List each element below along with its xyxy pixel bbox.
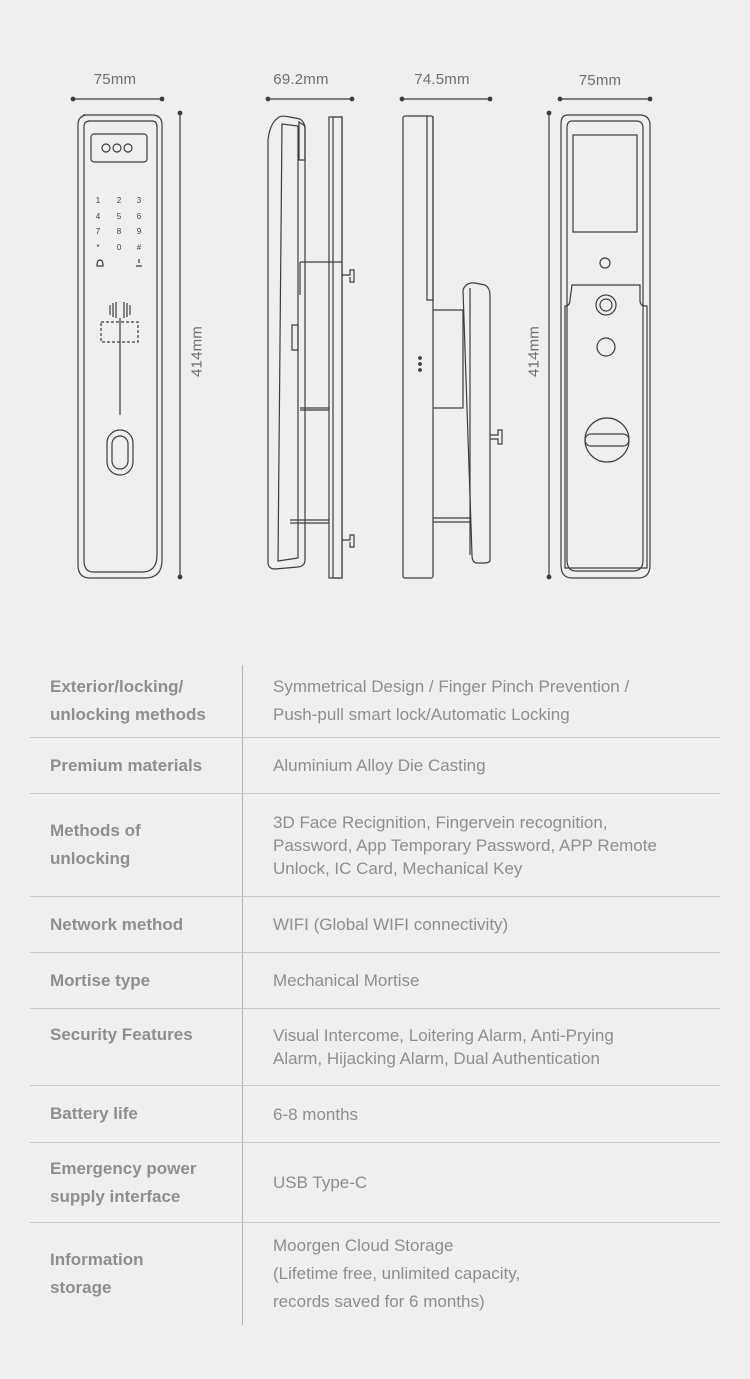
lock-dimension-diagram [0, 0, 750, 620]
front-keypad [96, 196, 142, 252]
side-a-depth-label: 69.2mm [273, 71, 329, 88]
spec-row [30, 665, 720, 738]
back-view [561, 115, 650, 578]
spec-label: Premium materials [30, 738, 243, 793]
back-width-label: 75mm [578, 72, 622, 89]
spec-row [30, 1086, 720, 1143]
spec-value: USB Type-C [273, 1173, 368, 1192]
spec-value: 6-8 months [273, 1104, 359, 1124]
back-height-label: 414mm [525, 325, 543, 378]
spec-row [30, 897, 720, 953]
spec-label: Methods of unlocking [30, 794, 243, 896]
keypad-key: 4 [95, 212, 101, 221]
spec-table [30, 665, 720, 1325]
spec-row [30, 1223, 720, 1325]
spec-value: Aluminium Alloy Die Casting [273, 756, 486, 775]
keypad-key: 0 [116, 243, 122, 252]
front-view [78, 115, 162, 578]
spec-value: Moorgen Cloud Storage (Lifetime free, unlimited capacity, records saved for 6 months) [273, 1236, 521, 1311]
spec-label: Emergency power supply interface [30, 1143, 243, 1222]
spec-row [30, 953, 720, 1009]
keypad-key: 6 [136, 212, 142, 221]
side-view-a [268, 116, 354, 578]
keypad-key: 8 [116, 227, 122, 236]
side-b-depth-label: 74.5mm [414, 71, 470, 88]
keypad-key: 1 [95, 196, 101, 205]
spec-row [30, 794, 720, 897]
front-height-label: 414mm [188, 325, 206, 378]
keypad-key: 9 [136, 227, 142, 236]
keypad-key: * [96, 243, 100, 252]
side-view-b [403, 116, 502, 578]
spec-value: Mechanical Mortise [273, 971, 420, 990]
spec-label: Network method [30, 897, 243, 952]
spec-label: Battery life [30, 1086, 243, 1142]
lock-drawings [0, 0, 750, 620]
spec-value: 3D Face Recignition, Fingervein recognition, Password, App Temporary Password, APP Remote Unlock, IC Card, Mechanical Key [273, 812, 657, 878]
keypad-key: 3 [136, 196, 142, 205]
spec-value: Symmetrical Design / Finger Pinch Prevention / Push-pull smart lock/Automatic Locking [273, 677, 630, 724]
spec-label: Security Features [30, 1009, 243, 1085]
spec-value: Visual Intercome, Loitering Alarm, Anti-Prying Alarm, Hijacking Alarm, Dual Authentication [273, 1026, 614, 1068]
spec-label: Mortise type [30, 953, 243, 1008]
keypad-key: 2 [116, 196, 122, 205]
spec-row [30, 1009, 720, 1086]
spec-row [30, 738, 720, 794]
keypad-key: 7 [95, 227, 101, 236]
spec-value: WIFI (Global WIFI connectivity) [273, 915, 509, 934]
spec-label: Exterior/locking/ unlocking methods [30, 665, 243, 737]
keypad-key: 5 [116, 212, 122, 221]
spec-label: Information storage [30, 1223, 243, 1325]
keypad-key: # [136, 243, 142, 252]
front-width-label: 75mm [93, 71, 137, 88]
spec-row [30, 1143, 720, 1223]
